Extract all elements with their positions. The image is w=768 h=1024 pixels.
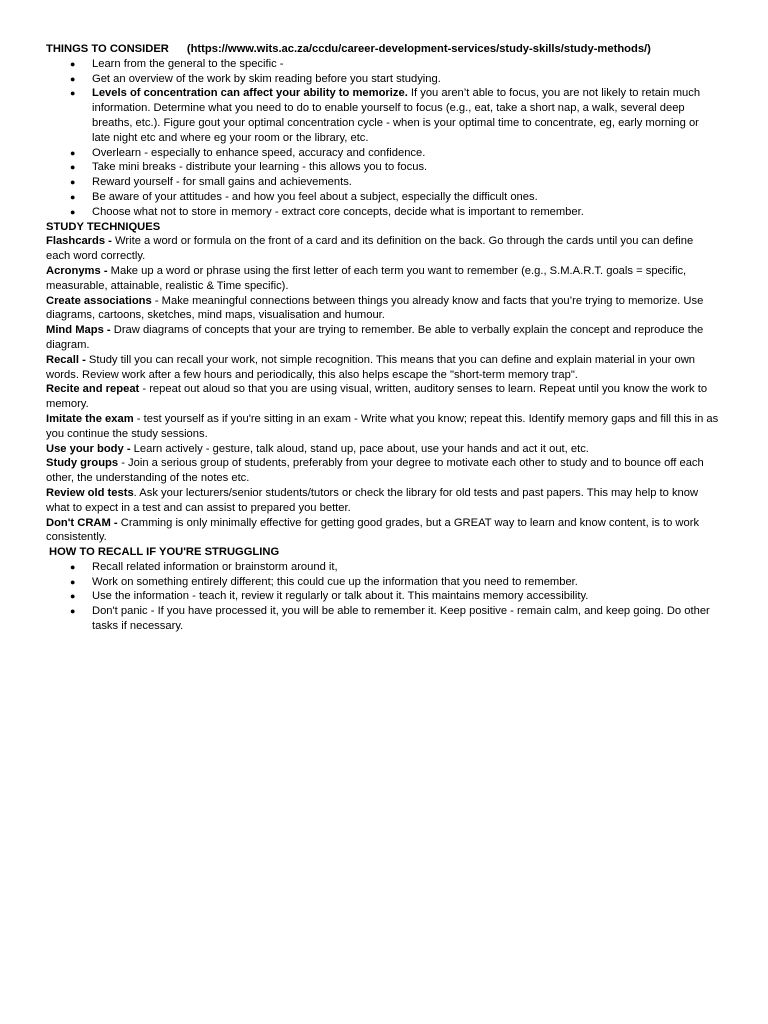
technique-term: Don't CRAM - (46, 516, 118, 529)
bullet-icon: ● (70, 147, 76, 158)
technique-term: Recite and repeat (46, 383, 140, 396)
technique-paragraph: Review old tests. Ask your lecturers/senior students/tutors or check the library for old tests and past papers. This may help to know what to expect in a test and can assist to prepared you better. (46, 486, 699, 514)
list-item: ● Be aware of your attitudes - and how you feel about a subject, especially the difficult ones. (70, 190, 538, 203)
technique-term: Create associations (46, 294, 152, 307)
technique-paragraph: Don't CRAM - Cramming is only minimally effective for getting good grades, but a GREAT way to learn and know content, is to work consistently. (46, 516, 700, 544)
bullet-icon: ● (70, 88, 76, 99)
bullet-icon: ● (70, 206, 76, 217)
technique-term: Mind Maps - (46, 324, 111, 337)
technique-paragraph: Acronyms - Make up a word or phrase using the first letter of each term you want to remember (e.g., S.M.A.R.T. goals = specific, measurable, attainable, realistic & Time specific). (46, 264, 687, 292)
list-item: ● Don't panic - If you have processed it, you will be able to remember it. Keep positive - remain calm, and keep going. Do other tasks if necessary. (70, 605, 710, 633)
things-title: THINGS TO CONSIDER (46, 43, 169, 55)
technique-paragraph: Recite and repeat - repeat out aloud so that you are using visual, written, auditory senses to learn. Repeat until you know the work to memory. (46, 383, 708, 411)
technique-paragraph: Recall - Study till you can recall your work, not simple recognition. This means that you can define and explain material in your own words. Review work after a few hours and periodically, this also helps escape the "short-term memory trap". (46, 353, 696, 381)
technique-term: Use your body - (46, 442, 131, 455)
things-heading (46, 42, 720, 57)
technique-paragraph: Imitate the exam - test yourself as if you're sitting in an exam - Write what you know; repeat this. Identify memory gaps and fill this in as you continue the study sessions. (46, 412, 719, 440)
concentration-heading: Levels of concentration can affect your ability to memorize. (92, 87, 408, 100)
bullet-icon: ● (70, 177, 76, 188)
technique-term: Acronyms - (46, 264, 108, 277)
list-item: ● Get an overview of the work by skim reading before you start studying. (70, 72, 441, 85)
bullet-icon: ● (70, 191, 76, 202)
technique-term: Imitate the exam (46, 412, 134, 425)
bullet-icon: ● (70, 162, 76, 173)
bullet-icon: ● (70, 561, 76, 572)
technique-term: Review old tests (46, 486, 134, 499)
list-item: ● Use the information - teach it, review it regularly or talk about it. This maintains memory accessibility. (70, 590, 589, 603)
list-item: ● Recall related information or brainstorm around it, (70, 560, 338, 573)
recall-list (46, 560, 720, 634)
list-item: ● Choose what not to store in memory - extract core concepts, decide what is important to remember. (70, 205, 584, 218)
list-item: ● Levels of concentration can affect your ability to memorize. If you aren’t able to focus, you are not likely to retain much information. Determine what you need to do to enable yourself to focus (e.g., eat, take a short nap, a walk, several deep breaths, etc.). Figure gout your optimal concentration cycle - when is your optimal time to concentrate, eg, early morning or late night etc and where eg your room or the library, etc. (70, 87, 701, 144)
bullet-icon: ● (70, 606, 76, 617)
technique-paragraph: Study groups - Join a serious group of students, preferably from your degree to motivate each other to study and to bounce off each other, the understanding of the notes etc. (46, 457, 704, 485)
technique-paragraph: Create associations - Make meaningful connections between things you already know and facts that you’re trying to memorize. Use diagrams, cartoons, sketches, mind maps, visualisation and humour. (46, 294, 704, 322)
bullet-icon: ● (70, 576, 76, 587)
things-list (46, 57, 720, 220)
list-item: ● Work on something entirely different; this could cue up the information that you need to remember. (70, 575, 578, 588)
list-item: ● Overlearn - especially to enhance speed, accuracy and confidence. (70, 146, 426, 159)
list-item: ● Take mini breaks - distribute your learning - this allows you to focus. (70, 161, 428, 174)
source-url: (https://www.wits.ac.za/ccdu/career-development-services/study-skills/study-methods/) (186, 43, 651, 55)
technique-term: Study groups (46, 457, 119, 470)
list-item: ● Reward yourself - for small gains and achievements. (70, 176, 352, 189)
recall-heading: HOW TO RECALL IF YOU'RE STRUGGLING (49, 546, 280, 559)
techniques-heading: STUDY TECHNIQUES (46, 220, 161, 233)
bullet-icon: ● (70, 73, 76, 84)
bullet-icon: ● (70, 58, 76, 69)
technique-term: Flashcards - (46, 235, 112, 248)
technique-term: Recall - (46, 353, 86, 366)
technique-paragraph: Mind Maps - Draw diagrams of concepts that your are trying to remember. Be able to verbally explain the concept and reproduce the diagram. (46, 324, 704, 351)
technique-paragraph: Use your body - Learn actively - gesture, talk aloud, stand up, pace about, use your hands and act it out, etc. (46, 442, 589, 455)
technique-paragraph: Flashcards - Write a word or formula on the front of a card and its definition on the back. Go through the cards until you can define each word correctly. (46, 235, 694, 263)
list-item: ● Learn from the general to the specific - (70, 57, 284, 70)
bullet-icon: ● (70, 591, 76, 602)
